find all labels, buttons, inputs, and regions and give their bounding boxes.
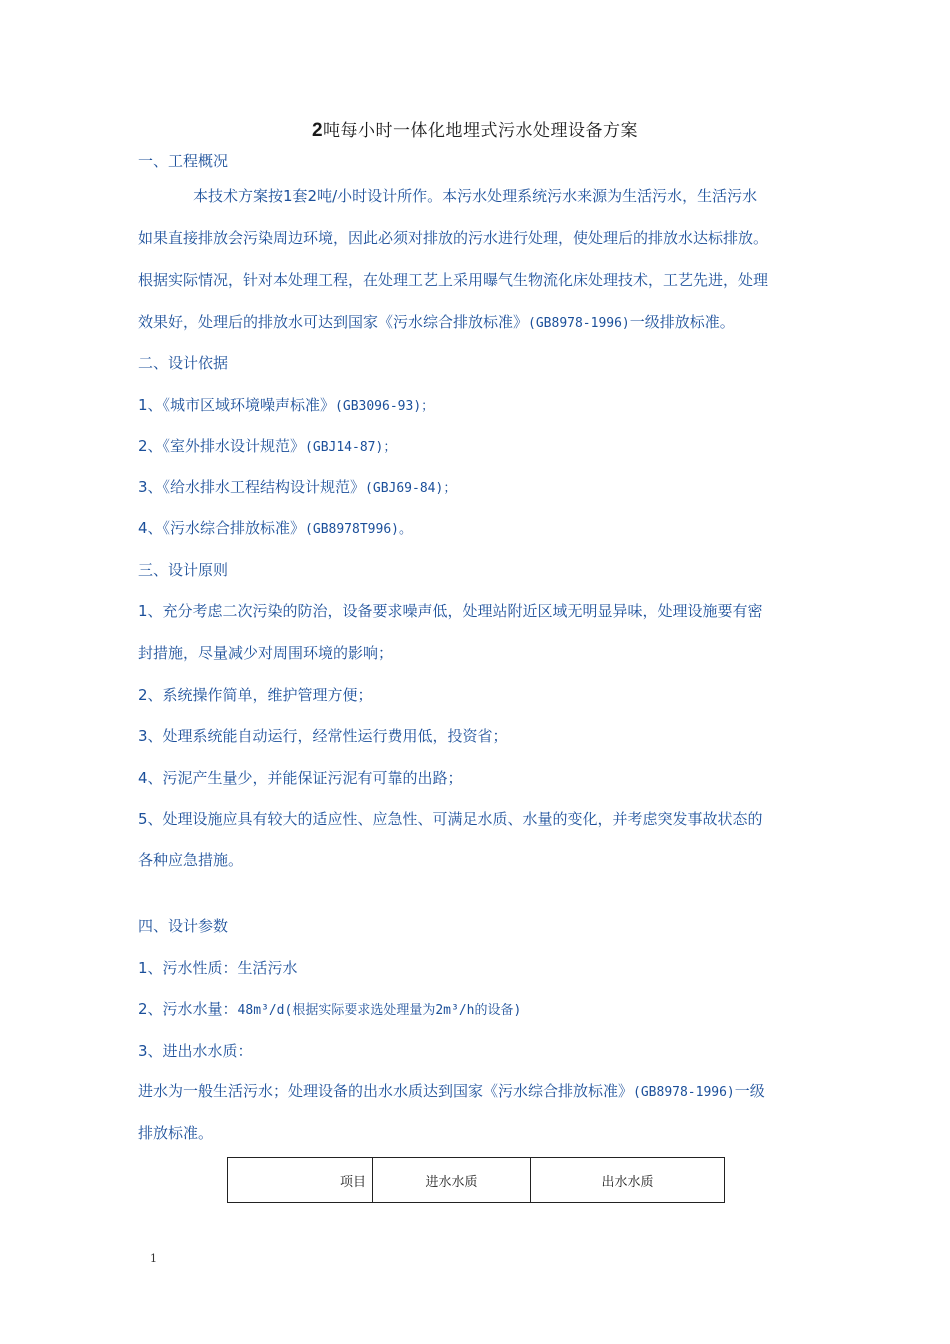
table-header-row <box>228 1158 725 1203</box>
paragraph-line: 1、污水性质：生活污水 <box>138 959 298 977</box>
section-heading: 一、工程概况 <box>138 152 229 170</box>
paragraph-line: 1、充分考虑二次污染的防治，设备要求噪声低，处理站附近区域无明显异味，处理设施要有密 <box>138 602 763 620</box>
water-quality-table <box>227 1157 725 1203</box>
section-heading: 二、设计依据 <box>138 354 229 372</box>
table-header-cell: 出水水质 <box>531 1158 725 1203</box>
paragraph-line: 各种应急措施。 <box>138 851 244 869</box>
paragraph-line: 2、系统操作简单，维护管理方便； <box>138 686 373 704</box>
title-number: 2 <box>311 120 324 141</box>
list-item-text: 2、《室外排水设计规范》 <box>138 437 306 455</box>
paragraph-text: 效果好，处理后的排放水可达到国家《污水综合排放标准》 <box>138 313 529 331</box>
paragraph-line: 5、处理设施应具有较大的适应性、应急性、可满足水质、水量的变化，并考虑突发事故状态的 <box>138 810 763 828</box>
paragraph-line: 本技术方案按1套2吨/小时设计所作。本污水处理系统污水来源为生活污水，生活污水 <box>193 187 758 205</box>
table-header-cell: 项目 <box>228 1158 373 1203</box>
standard-code: (GB3096-93)； <box>335 399 435 414</box>
section-heading: 四、设计参数 <box>138 917 229 935</box>
standard-code: (GB8978-1996) <box>633 1085 735 1100</box>
paragraph-line: 如果直接排放会污染周边环境，因此必须对排放的污水进行处理，使处理后的排放水达标排放。 <box>138 229 769 247</box>
list-item <box>138 518 818 540</box>
standard-code: (GB8978-1996) <box>528 316 630 331</box>
list-item-text: 3、《给水排水工程结构设计规范》 <box>138 478 366 496</box>
paragraph-line: 封措施，尽量减少对周围环境的影响； <box>138 644 394 662</box>
paragraph-line: 根据实际情况，针对本处理工程，在处理工艺上采用曝气生物流化床处理技术，工艺先进，处理 <box>138 271 769 289</box>
paragraph-text: 一级排放标准。 <box>629 313 735 331</box>
title-text: 吨每小时一体化地埋式污水处理设备方案 <box>323 121 639 141</box>
section-heading: 三、设计原则 <box>138 561 229 579</box>
list-item <box>138 395 818 417</box>
list-item <box>138 477 818 499</box>
standard-code: (GB8978T996)。 <box>305 522 412 537</box>
list-item <box>138 436 818 458</box>
paragraph-line: 3、处理系统能自动运行，经常性运行费用低，投资省； <box>138 727 508 745</box>
list-item-text: 1、《城市区域环境噪声标准》 <box>138 396 336 414</box>
paragraph-line: 4、污泥产生量少，并能保证污泥有可靠的出路； <box>138 769 463 787</box>
paragraph-line <box>138 312 818 334</box>
paragraph-text: 进水为一般生活污水；处理设备的出水水质达到国家《污水综合排放标准》 <box>138 1082 634 1100</box>
standard-code: (GBJ69-84)； <box>365 481 457 496</box>
document-title <box>0 116 950 142</box>
paragraph-line: 3、进出水水质： <box>138 1042 253 1060</box>
paragraph-line <box>138 1081 818 1103</box>
list-item-text: 4、《污水综合排放标准》 <box>138 519 306 537</box>
flow-value: 48m³/d(根据实际要求选处理量为2m³/h的设备) <box>237 1003 522 1018</box>
page-number: 1 <box>150 1252 157 1265</box>
paragraph-text: 一级 <box>734 1082 765 1100</box>
paragraph-line <box>138 999 818 1021</box>
table-header-cell: 进水水质 <box>373 1158 531 1203</box>
paragraph-line: 排放标准。 <box>138 1124 214 1142</box>
paragraph-text: 2、污水水量： <box>138 1000 238 1018</box>
standard-code: (GBJ14-87)； <box>305 440 397 455</box>
